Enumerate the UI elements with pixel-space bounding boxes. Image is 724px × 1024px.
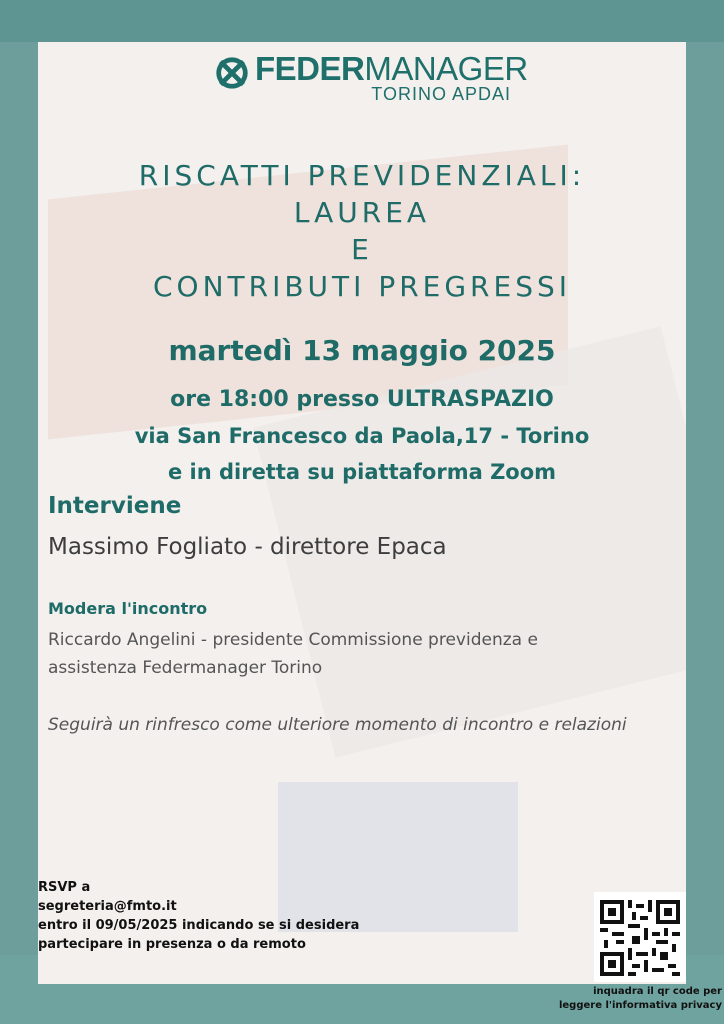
federmanager-logo-icon bbox=[213, 54, 251, 92]
qr-caption bbox=[546, 985, 722, 1013]
flyer-panel bbox=[38, 42, 686, 984]
rsvp-line: partecipare in presenza o da remoto bbox=[38, 937, 306, 952]
qr-caption-line: inquadra il qr code per bbox=[593, 986, 722, 997]
moderator-description bbox=[48, 626, 668, 682]
rsvp-email[interactable]: segreteria@fmto.it bbox=[38, 899, 177, 914]
rsvp-line: entro il 09/05/2025 indicando se si desidera bbox=[38, 918, 360, 933]
title-line: CONTRIBUTI PREGRESSI bbox=[153, 270, 571, 303]
federmanager-logo bbox=[213, 50, 528, 110]
title-line: RISCATTI PREVIDENZIALI: bbox=[138, 159, 586, 192]
top-band bbox=[0, 0, 724, 42]
refreshment-note: Seguirà un rinfresco come ulteriore momento di incontro e relazioni bbox=[48, 715, 627, 735]
title-line: E bbox=[351, 233, 373, 266]
event-date: martedì 13 maggio 2025 bbox=[168, 334, 556, 367]
qr-code-icon bbox=[600, 900, 680, 976]
speaker-heading: Interviene bbox=[48, 493, 182, 519]
rsvp-block bbox=[38, 878, 359, 954]
logo-subtitle: TORINO APDAI bbox=[371, 84, 511, 104]
logo-wordmark: FEDERMANAGER bbox=[255, 50, 528, 87]
event-online: e in diretta su piattaforma Zoom bbox=[167, 460, 557, 484]
qr-code[interactable] bbox=[594, 892, 686, 982]
moderator-line: Riccardo Angelini - presidente Commissione previdenza e bbox=[48, 630, 538, 650]
qr-caption-line: leggere l'informativa privacy bbox=[558, 1000, 722, 1011]
title-line: LAUREA bbox=[293, 196, 431, 229]
moderator-heading: Modera l'incontro bbox=[48, 599, 208, 618]
speaker-name: Massimo Fogliato - direttore Epaca bbox=[48, 534, 447, 560]
moderator-line: assistenza Federmanager Torino bbox=[48, 658, 323, 678]
rsvp-line: RSVP a bbox=[38, 880, 91, 895]
event-title bbox=[38, 157, 686, 305]
event-info bbox=[38, 382, 686, 490]
event-time-place: ore 18:00 presso ULTRASPAZIO bbox=[170, 387, 554, 412]
event-address: via San Francesco da Paola,17 - Torino bbox=[134, 424, 590, 448]
